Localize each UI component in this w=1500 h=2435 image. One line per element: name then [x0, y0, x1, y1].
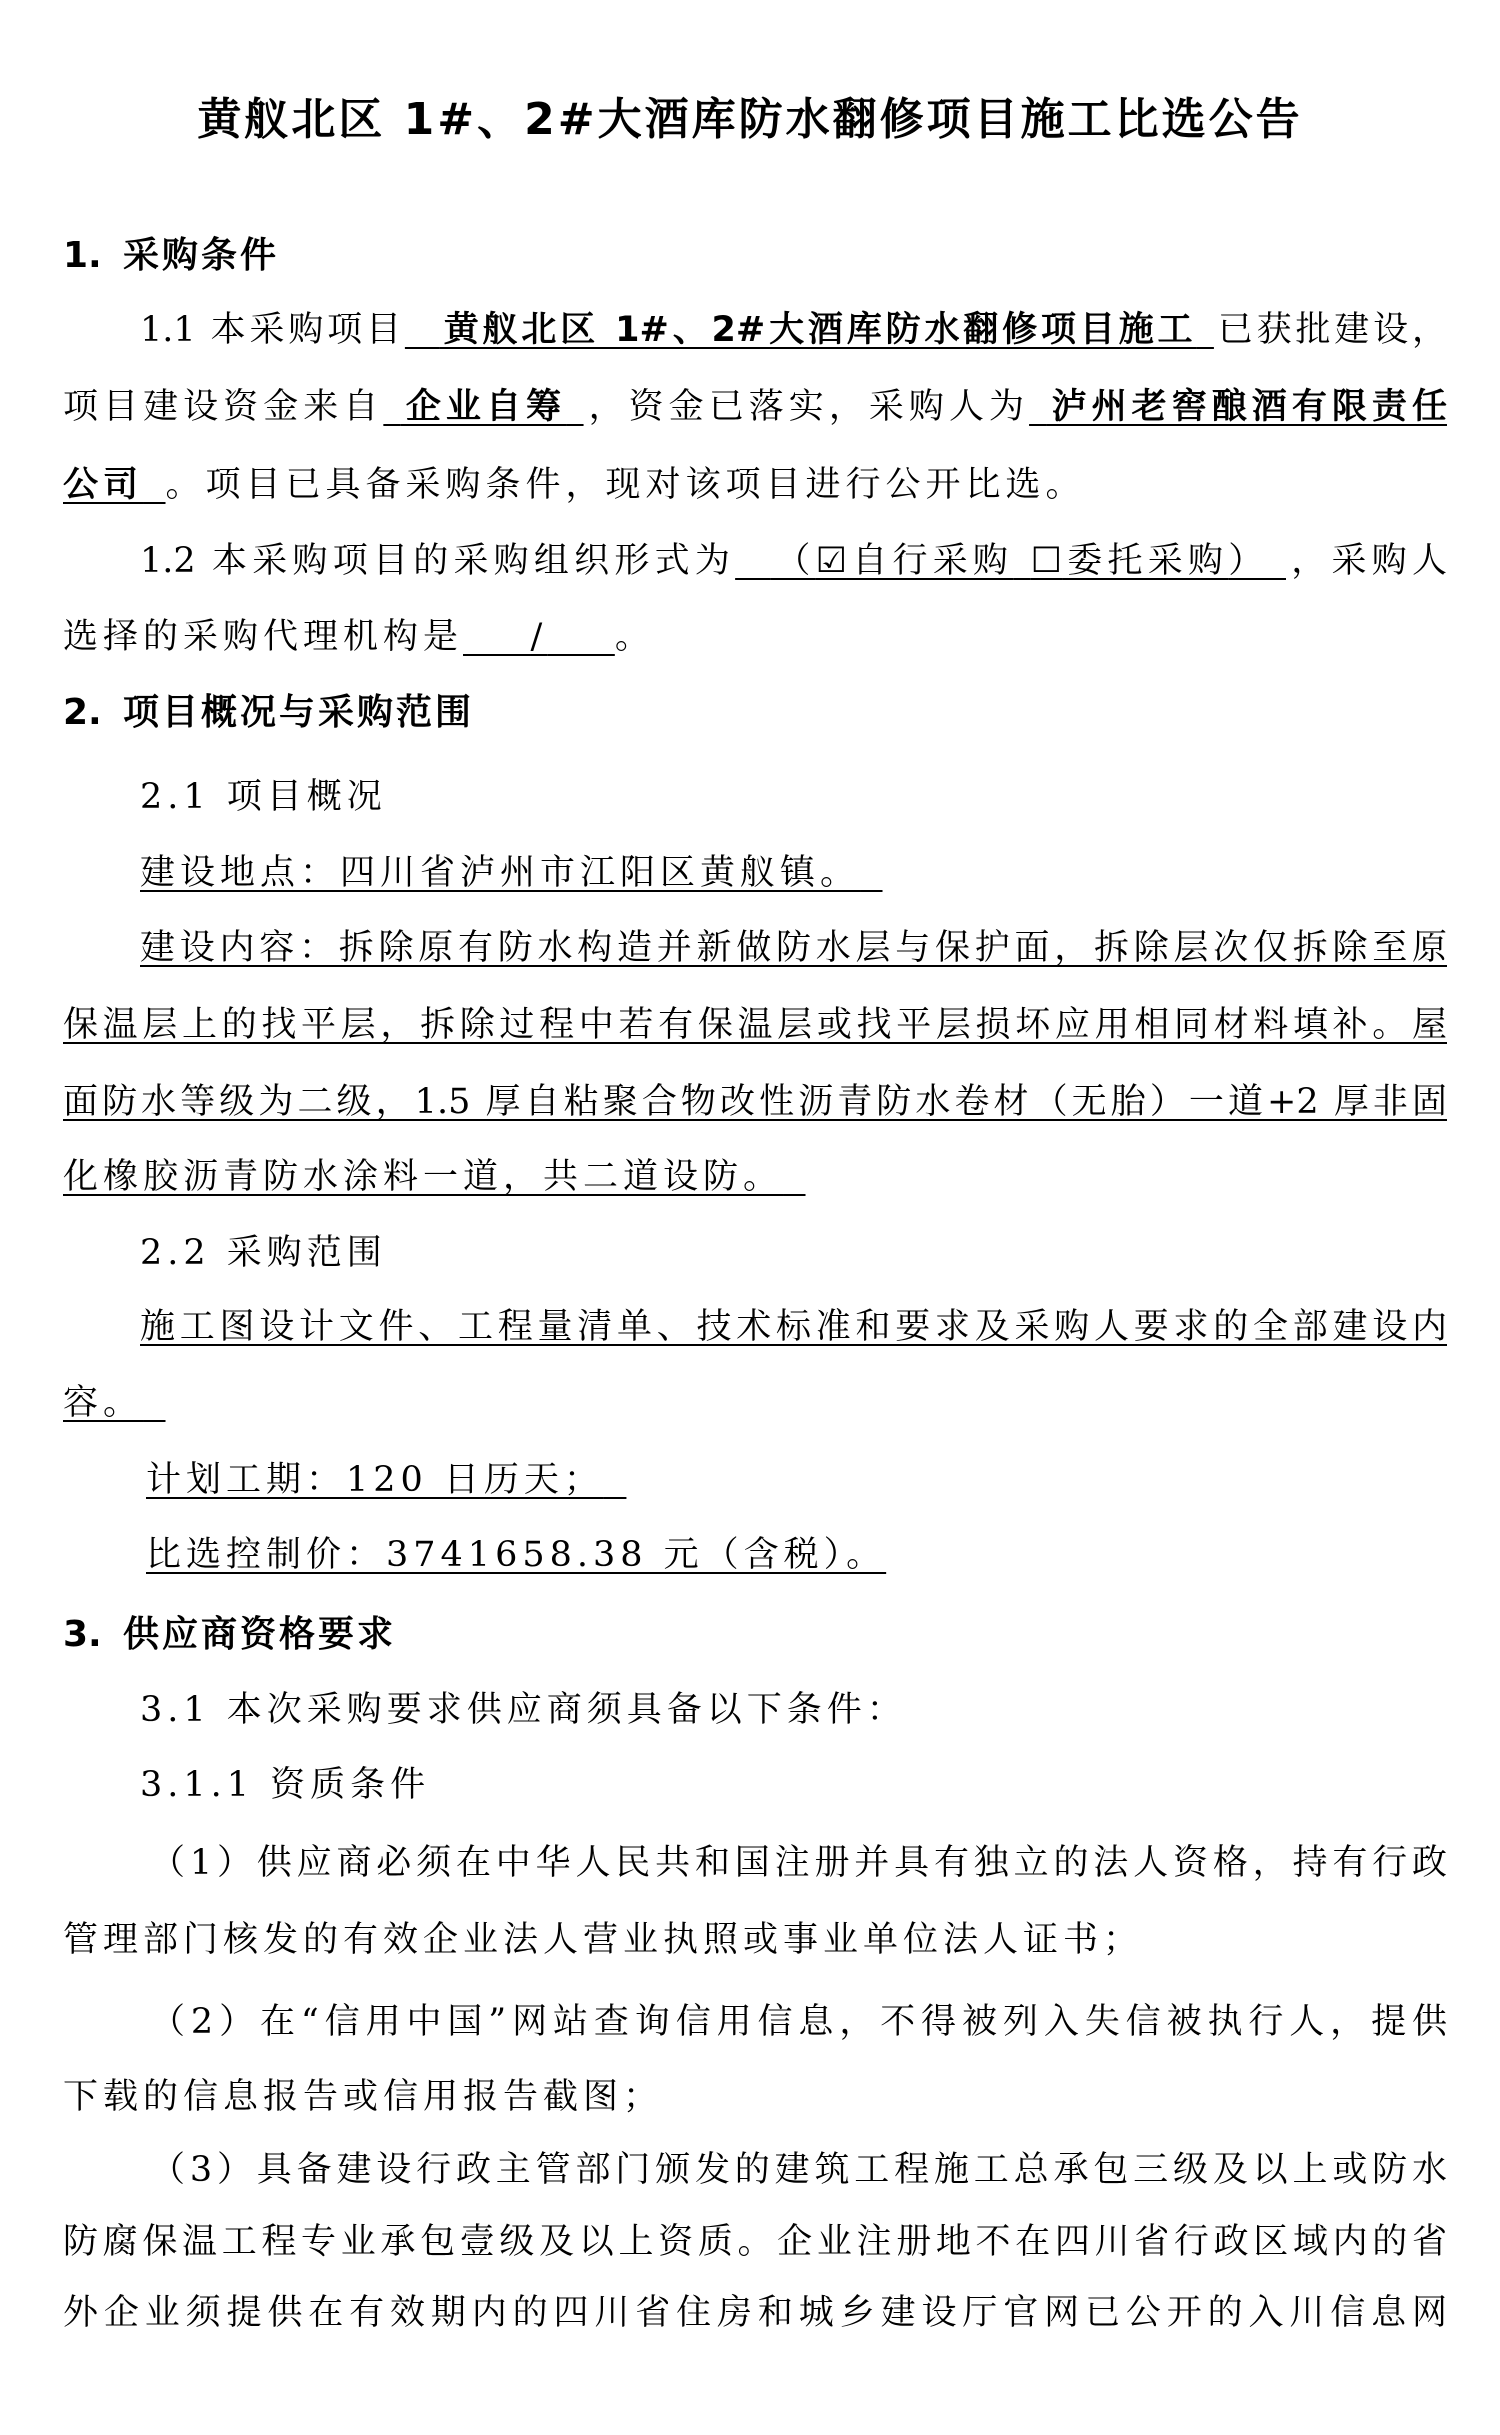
text: 选择的采购代理机构是 — [63, 617, 464, 657]
requirement-1-line-1: （1）供应商必须在中华人民共和国注册并具有独立的法人资格，持有行政 — [150, 1843, 1447, 1883]
procurement-scope-line-1: 施工图设计文件、工程量清单、技术标准和要求及采购人要求的全部建设内 — [140, 1307, 1447, 1347]
section-number: 3. — [63, 1614, 102, 1655]
agency-field — [463, 617, 615, 657]
project-name-field — [405, 310, 1214, 350]
requirement-3-line-1: （3）具备建设行政主管部门颁发的建筑工程施工总承包三级及以上或防水 — [150, 2150, 1447, 2190]
paren: ） — [1228, 541, 1269, 581]
construction-content-line-4 — [63, 1155, 806, 1199]
schedule-text: 计划工期：120 日历天； — [146, 1460, 604, 1500]
subsection-2-1-label: 2.1 项目概况 — [140, 777, 387, 817]
option-entrusted-procurement: 委托采购 — [1062, 541, 1229, 581]
text: 容。 — [63, 1383, 144, 1423]
construction-content-line-1: 建设内容：拆除原有防水构造并新做防水层与保护面，拆除层次仅拆除至原 — [140, 928, 1447, 968]
requirement-3-line-2: 防腐保温工程专业承包壹级及以上资质。企业注册地不在四川省行政区域内的省 — [63, 2222, 1447, 2262]
procurement-scope-line-2 — [63, 1381, 166, 1425]
section-title: 项目概况与采购范围 — [123, 692, 475, 733]
requirement-2-line-1: （2）在“信用中国”网站查询信用信息，不得被列入失信被执行人，提供 — [150, 2002, 1447, 2042]
agency-value: / — [530, 617, 548, 657]
procurement-form-field — [735, 541, 1286, 581]
paragraph-1-1-line-3 — [63, 463, 1086, 507]
funding-source-field — [383, 387, 583, 427]
construction-content-line-2: 保温层上的找平层，拆除过程中若有保温层或找平层损坏应用相同材料填补。屋 — [63, 1005, 1447, 1045]
subsection-3-1: 3.1 本次采购要求供应商须具备以下条件： — [140, 1690, 907, 1730]
paragraph-1-1-line-2 — [63, 385, 1447, 429]
paren: （ — [770, 541, 816, 581]
purchaser-field — [1029, 387, 1447, 427]
text: 化橡胶沥青防水涂料一道，共二道设防。 — [63, 1157, 784, 1197]
section-title: 供应商资格要求 — [123, 1614, 397, 1655]
paragraph-1-2-line-1 — [140, 539, 1447, 583]
requirement-2-line-2: 下载的信息报告或信用报告截图； — [63, 2077, 664, 2117]
checkbox-unchecked-icon[interactable]: ☐ — [1030, 541, 1063, 581]
text: 1.2 本采购项目的采购组织形式为 — [140, 541, 736, 581]
project-name: 黄舣北区 1#、2#大酒库防水翻修项目施工 — [439, 310, 1197, 350]
text: ，资金已落实，采购人为 — [583, 387, 1030, 427]
location-text: 建设地点：四川省泸州市江阳区黄舣镇。 — [140, 853, 861, 893]
text: 。 — [614, 617, 655, 657]
section-title: 采购条件 — [123, 235, 280, 276]
control-price-text: 比选控制价：3741658.38 元（含税）。 — [146, 1535, 887, 1575]
section-1-heading — [63, 234, 279, 278]
subsection-2-2-label: 2.2 采购范围 — [140, 1233, 387, 1273]
text: 1.1 本采购项目 — [140, 310, 405, 350]
construction-content-line-3: 面防水等级为二级，1.5 厚自粘聚合物改性沥青防水卷材（无胎）一道+2 厚非固 — [63, 1082, 1447, 1122]
purchaser-field-cont — [63, 465, 166, 505]
checkbox-checked-icon[interactable]: ☑ — [815, 541, 847, 581]
paragraph-1-2-line-2 — [63, 615, 655, 659]
document-title: 黄舣北区 1#、2#大酒库防水翻修项目施工比选公告 — [197, 94, 1303, 145]
purchaser-name-cont: 公司 — [63, 465, 144, 505]
purchaser-name: 泸州老窖酿酒有限责任 — [1046, 387, 1447, 427]
control-price — [146, 1533, 886, 1577]
option-self-procurement: 自行采购 — [846, 541, 1014, 581]
paragraph-1-1-line-1 — [140, 308, 1447, 352]
requirement-3-line-3: 外企业须提供在有效期内的四川省住房和城乡建设厅官网已公开的入川信息网 — [63, 2293, 1447, 2333]
text: 项目建设资金来自 — [63, 387, 384, 427]
section-2-heading — [63, 691, 474, 735]
section-number: 1. — [63, 235, 102, 276]
subsection-3-1-1: 3.1.1 资质条件 — [140, 1765, 431, 1805]
funding-source: 企业自筹 — [400, 387, 567, 427]
text: ，采购人 — [1286, 541, 1447, 581]
planned-schedule — [146, 1458, 626, 1502]
section-3-heading — [63, 1613, 396, 1657]
construction-location — [140, 851, 883, 895]
section-number: 2. — [63, 692, 102, 733]
text: 。项目已具备采购条件，现对该项目进行公开比选。 — [165, 465, 1086, 505]
text: 已获批建设， — [1213, 310, 1447, 350]
requirement-1-line-2: 管理部门核发的有效企业法人营业执照或事业单位法人证书； — [63, 1920, 1144, 1960]
